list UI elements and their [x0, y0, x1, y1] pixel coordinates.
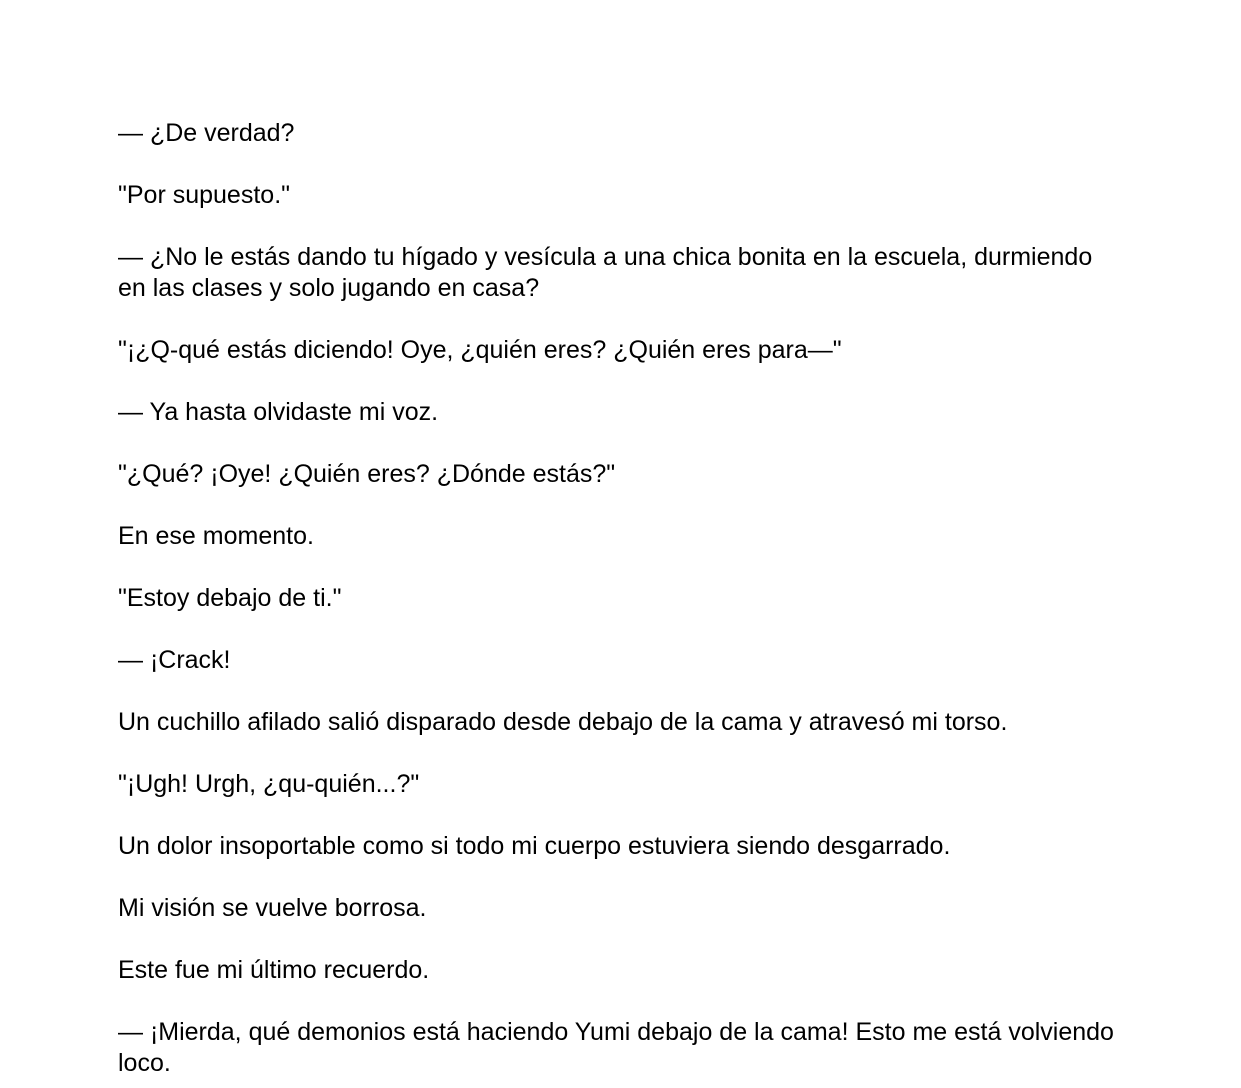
paragraph: — ¡Mierda, qué demonios está haciendo Yumi debajo de la cama! Esto me está volviendo loco.: [118, 1018, 1114, 1077]
paragraph: — Ya hasta olvidaste mi voz.: [118, 398, 439, 426]
paragraph: Mi visión se vuelve borrosa.: [118, 894, 427, 922]
paragraph: "Estoy debajo de ti.": [118, 584, 342, 612]
paragraph: Este fue mi último recuerdo.: [118, 956, 430, 984]
paragraph: "¡¿Q-qué estás diciendo! Oye, ¿quién eres? ¿Quién eres para—": [118, 336, 842, 364]
paragraph: — ¿De verdad?: [118, 119, 295, 147]
paragraph: "¿Qué? ¡Oye! ¿Quién eres? ¿Dónde estás?": [118, 460, 616, 488]
document-body: [118, 118, 1118, 1088]
paragraph: "Por supuesto.": [118, 181, 291, 209]
paragraph: "¡Ugh! Urgh, ¿qu-quién...?": [118, 770, 420, 798]
paragraph: En ese momento.: [118, 522, 314, 550]
paragraph: — ¿No le estás dando tu hígado y vesícula a una chica bonita en la escuela, durmiendo en las clases y solo jugando en casa?: [118, 243, 1093, 302]
paragraph: — ¡Crack!: [118, 646, 231, 674]
paragraph: Un cuchillo afilado salió disparado desde debajo de la cama y atravesó mi torso.: [118, 708, 1008, 736]
paragraph: Un dolor insoportable como si todo mi cuerpo estuviera siendo desgarrado.: [118, 832, 951, 860]
